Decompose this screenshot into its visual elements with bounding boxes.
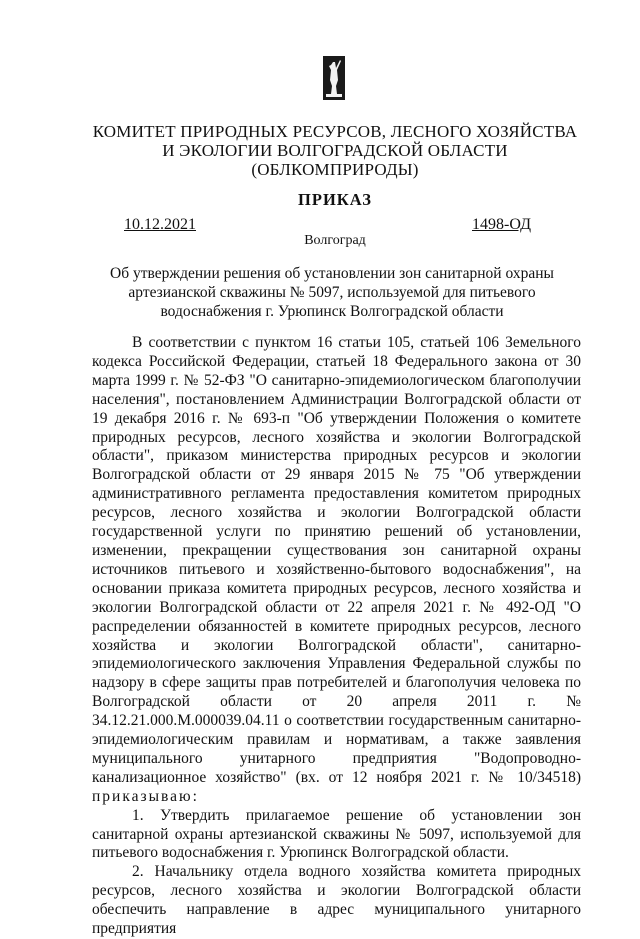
document-subject <box>92 264 572 321</box>
org-line-1: КОМИТЕТ ПРИРОДНЫХ РЕСУРСОВ, ЛЕСНОГО ХОЗЯЙСТВА <box>92 122 578 141</box>
preamble-text: В соответствии с пунктом 16 статьи 105, статьей 106 Земельного кодекса Российской Федерации, статьей 18 Федерального закона от 30 марта 1999 г. № 52-ФЗ "О санитарно-эпидемиологическом благополучии населения", постановлением Администрации Волгоградской области от 19 декабря 2016 г. № 693-п "Об утверждении Положения о комитете природных ресурсов, лесного хозяйства и экологии Волгоградской области", приказом министерства природных ресурсов и экологии Волгоградской области от 29 января 2015 № 75 "Об утверждении административного регламента предоставления комитетом природных ресурсов, лесного хозяйства и экологии Волгоградской области государственной услуги по принятию решений об установлении, изменении, прекращении существования зон санитарной охраны источников питьевого и хозяйственно-бытового водоснабжения", на основании приказа комитета природных ресурсов, лесного хозяйства и экологии Волгоградской области от 22 апреля 2021 г. № 492-ОД "О распределении обязанностей в комитете природных ресурсов, лесного хозяйства и экологии Волгоградской области", санитарно-эпидемиологического заключения Управления Федеральной службы по надзору в сфере защиты прав потребителей и благополучия человека по Волгоградской области от 20 апреля 2011 г. № 34.12.21.000.М.000039.04.11 о соответствии государственным санитарно-эпидемиологическим правилам и нормативам, а также заявления муниципального унитарного предприятия "Водопроводно-канализационное хозяйство" (вх. от 12 ноября 2021 г. № 10/34518) <box>92 334 581 786</box>
order-word: приказываю: <box>92 787 199 805</box>
organization-name <box>80 122 590 179</box>
item-1-paragraph: 1. Утвердить прилагаемое решение об установлении зон санитарной охраны артезианской скважины № 5097, используемой для питьевого водоснабжения г. Урюпинск Волгоградской области. <box>92 806 581 862</box>
document-number <box>472 216 531 234</box>
document-number-value: 1498-ОД <box>472 216 531 233</box>
org-line-3: (ОБЛКОМПРИРОДЫ) <box>251 160 419 179</box>
subject-line-2: артезианской скважины № 5097, используемой для питьевого <box>128 284 536 301</box>
preamble-paragraph <box>92 334 581 807</box>
document-type: ПРИКАЗ <box>298 190 372 209</box>
document-date <box>124 216 196 234</box>
item-2-paragraph: 2. Начальнику отдела водного хозяйства комитета природных ресурсов, лесного хозяйства и экологии Волгоградской области обеспечить направление в адрес муниципального унитарного предприятия <box>92 863 581 938</box>
document-body <box>92 334 581 939</box>
subject-line-1: Об утверждении решения об установлении зон санитарной охраны <box>110 265 554 282</box>
volgograd-emblem-icon <box>323 56 345 100</box>
document-date-value: 10.12.2021 <box>124 216 196 233</box>
org-line-2: И ЭКОЛОГИИ ВОЛГОГРАДСКОЙ ОБЛАСТИ <box>162 141 508 160</box>
subject-line-3: водоснабжения г. Урюпинск Волгоградской области <box>160 303 504 320</box>
document-city: Волгоград <box>304 233 366 248</box>
